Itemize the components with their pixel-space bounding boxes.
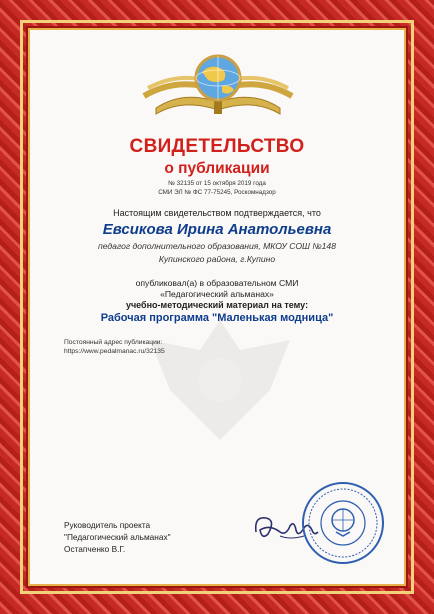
- official-stamp-icon: [300, 480, 386, 566]
- program-title: Рабочая программа "Маленькая модница": [100, 312, 334, 324]
- address-label: Постоянный адрес публикации:: [64, 339, 163, 346]
- signatory-role: Руководитель проекта: [64, 520, 151, 530]
- certificate-subtitle: о публикации: [164, 160, 270, 177]
- globe-book-emblem-icon: [138, 50, 298, 124]
- recipient-name: Евсикова Ирина Анатольевна: [102, 221, 332, 238]
- publication-url[interactable]: https://www.pedalmanac.ru/32135: [64, 348, 165, 355]
- recipient-position: педагог дополнительного образования, МКОУ СОШ №148 Купинского района, г.Купино: [98, 241, 336, 264]
- registration-number: № 32135 от 15 октября 2019 года: [168, 180, 266, 187]
- media-name: «Педагогический альманах»: [160, 289, 274, 299]
- coat-of-arms-watermark-icon: [120, 300, 320, 460]
- media-registration: СМИ ЭЛ № ФС 77-75245, Роскомнадзор: [158, 189, 276, 196]
- confirmation-text: Настоящим свидетельством подтверждается, что: [113, 208, 321, 218]
- certificate-title: СВИДЕТЕЛЬСТВО: [129, 136, 305, 157]
- signatory-project: "Педагогический альманах": [64, 532, 171, 542]
- published-in-text: опубликовал(а) в образовательном СМИ: [135, 278, 299, 288]
- signatory-name: Остапченко В.Г.: [64, 544, 126, 554]
- material-label: учебно-методический материал на тему:: [125, 300, 309, 310]
